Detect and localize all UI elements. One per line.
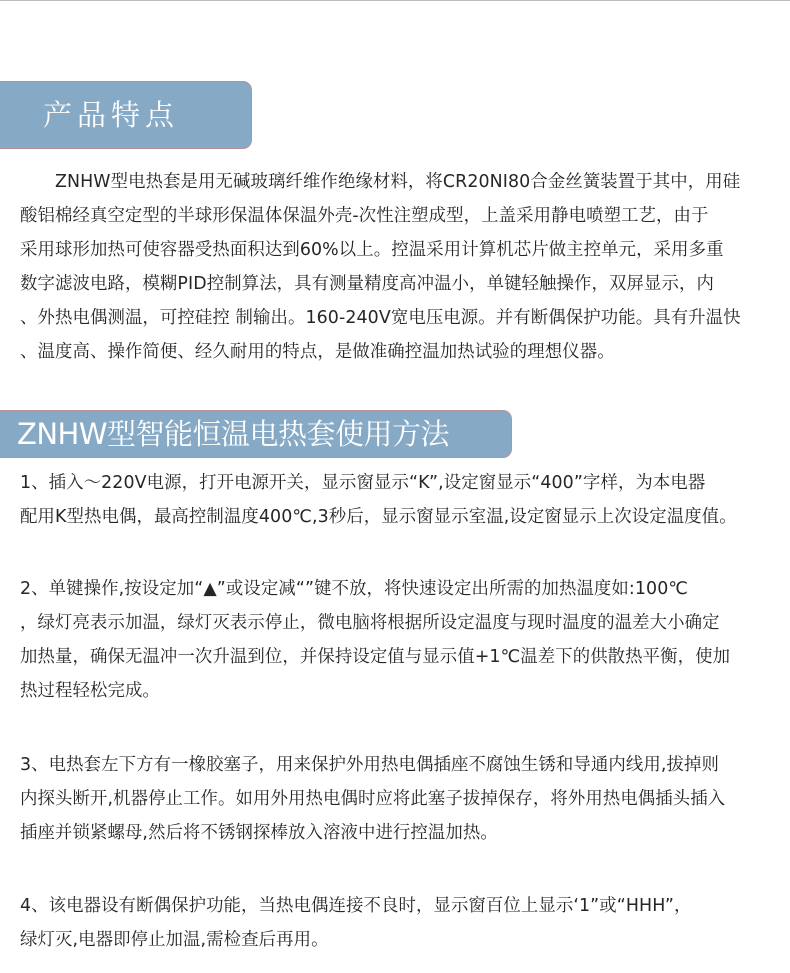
features-line: ZNHW型电热套是用无碱玻璃纤维作绝缘材料，将CR20NI80合金丝簧装置于其中，用硅 (55, 172, 741, 192)
step-line: 2、单键操作,按设定加“▲”或设定减“”键不放，将快速设定出所需的加热温度如:100℃ (20, 579, 688, 599)
usage-step-2 (20, 572, 780, 708)
top-divider (0, 0, 790, 1)
usage-step-1 (20, 466, 780, 534)
step-line: 加热量，确保无温冲一次升温到位，并保持设定值与显示值+1℃温差下的供散热平衡，使加 (20, 647, 731, 667)
features-title: 产品特点 (43, 98, 180, 132)
section-header-usage (0, 410, 512, 458)
step-line: 内探头断开,机器停止工作。如用外用热电偶时应将此塞子拔掉保存，将外用热电偶插头插入 (20, 789, 726, 809)
step-line: 配用K型热电偶，最高控制温度400℃,3秒后，显示窗显示室温,设定窗显示上次设定温度值。 (20, 507, 737, 527)
step-line: 4、该电器设有断偶保护功能，当热电偶连接不良时，显示窗百位上显示‘1”或“HHH”， (20, 896, 692, 916)
features-line: 、温度高、操作简便、经久耐用的特点，是做准确控温加热试验的理想仪器。 (20, 342, 615, 362)
step-line: 绿灯灭,电器即停止加温,需检查后再用。 (20, 930, 329, 950)
usage-step-3 (20, 748, 780, 850)
step-line: 插座并锁紧螺母,然后将不锈钢探棒放入溶液中进行控温加热。 (20, 823, 498, 843)
features-line: 、外热电偶测温，可控硅控 制输出。160-240V宽电压电源。并有断偶保护功能。具有升温快 (20, 308, 741, 328)
step-line: 1、插入～220V电源，打开电源开关，显示窗显示“K”,设定窗显示“400”字样，为本电器 (20, 473, 706, 493)
step-line: 热过程轻松完成。 (20, 681, 160, 701)
features-line: 采用球形加热可使容器受热面积达到60%以上。控温采用计算机芯片做主控单元，采用多重 (20, 240, 724, 260)
usage-step-4 (20, 889, 780, 957)
features-paragraph (20, 165, 780, 369)
usage-title: ZNHW型智能恒温电热套使用方法 (17, 417, 450, 451)
section-header-features (0, 81, 252, 149)
step-line: 3、电热套左下方有一橡胶塞子，用来保护外用热电偶插座不腐蚀生锈和导通内线用,拔掉则 (20, 755, 719, 775)
step-line: ，绿灯亮表示加温，绿灯灭表示停止，微电脑将根据所设定温度与现时温度的温差大小确定 (20, 613, 720, 633)
features-line: 数字滤波电路，模糊PID控制算法，具有测量精度高冲温小，单键轻触操作，双屏显示，内 (20, 274, 714, 294)
features-line: 酸铝棉经真空定型的半球形保温体保温外壳-次性注塑成型，上盖采用静电喷塑工艺，由于 (20, 206, 709, 226)
